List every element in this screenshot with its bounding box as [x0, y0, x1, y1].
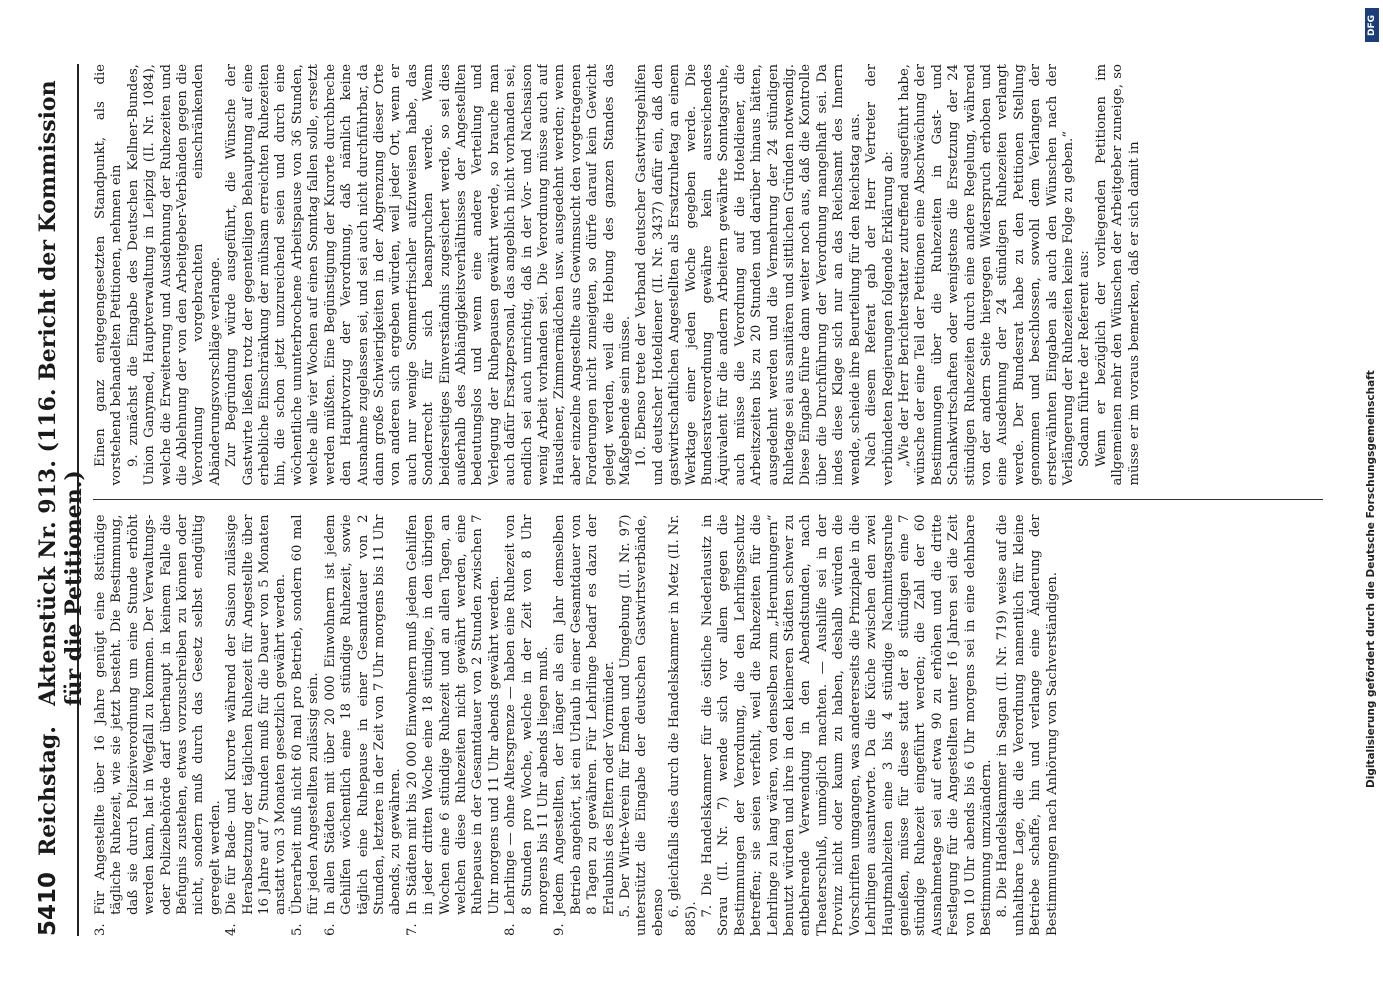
dfg-logo: DFG: [1365, 8, 1379, 42]
document-title: Aktenstück Nr. 913. (116. Bericht der Kommission für die Petitionen.): [35, 80, 87, 706]
list-item: 5. Überarbeit muß nicht 60 mal pro Betrieb, sondern 60 mal für jeden Angestellten zulässig sein.: [289, 514, 322, 936]
left-column: [93, 500, 1323, 937]
paragraph: 6. gleichfalls dies durch die Handelskammer in Metz (II. Nr. 885).: [667, 514, 699, 936]
digitization-note: [1365, 8, 1379, 992]
paragraph: 8. Die Handelskammer in Sagan (II. Nr. 719) weise auf die unhaltbare Lage, die die Verordnung namentlich für kleine Betriebe schaffe, hin und verlange eine Änderung der Bestimmungen nach Anhörung von Sachverständigen.: [995, 514, 1060, 936]
paragraph: 7. Die Handelskammer für die östliche Niederlausitz in Sorau (II. Nr. 7) wende sich vor allem gegen die Bestimmungen der Verordnung, die den Lehrlingsschutz betreffen; sie seien verfehlt, weil die Ruhezeiten für die Lehrlinge zu lang wären, von denselben zum „Herumlungern“ benutzt würden und ihre in den kleineren Städten schwer zu entbehrende Verwendung in den Abendstunden, nach Theaterschluß, unmöglich machten. — Aushilfe sei in der Provinz nicht oder kaum zu haben, deshalb würden die Vorschriften umgangen, was andererseits die Prinzipale in die Lehrlingen ausantworte. Da die Küche zwischen den zwei Hauptmahlzeiten eine 3 bis 4 stündige Nachmittagsruhe genießen, müsse für diese statt der 8 stündigen eine 7 stündige Ruhezeit eingeführt werden; die Zahl der 60 Ausnahmetage sei auf etwa 90 zu erhöhen und die dritte Festlegung für die Angestellten unter 16 Jahren sei die Zeit von 10 Uhr abends bis 6 Uhr morgens sei in eine dehnbare Bestimmung umzuändern.: [700, 514, 994, 936]
list-item: 9. Jedem Angestellten, der länger als ein Jahr demselben Betrieb angehört, ist ein Urlaub in einer Gesamtdauer von 8 Tagen zu gewähren. Für Lehrlinge bedarf es dazu der Erlaubnis des Eltern oder Vormünder.: [552, 514, 617, 936]
quoted-statement: „Wie der Herr Berichterstatter zutreffend ausgeführt habe, wünsche der eine Teil der Petitionen eine Abschwächung der Bestimmungen über die Ruhezeiten in Gast- und Schankwirtschaften oder wenigstens die Ersetzung der 24 stündigen Ruhezeiten durch eine andere Regelung, während von der andern Seite hiergegen Widerspruch erhoben und eine Ausdehnung der 24 stündigen Ruhezeiten verlangt werde. Der Bundesrat habe zu den Petitionen Stellung genommen und beschlossen, sowohl dem Verlangen der erstervähnten Eingaben als auch den Wünschen nach der Verlängerung der Ruhezeiten keine Folge zu geben.“: [896, 64, 1076, 486]
paragraph: Zur Begründung würde ausgeführt, die Wünsche der Gastwirte ließen trotz der gegenteiligen Behauptung auf eine erhebliche Einschränkung der mühsam erreichten Ruhezeiten hin, die schon jetzt unzureichend seien und durch eine wöchentliche ununterbrochene Arbeitspause von 36 Stunden, welche alle vier Wochen auf einen Sonntag fallen solle, ersetzt werden müßten. Eine Begünstigung der Kurorte durchbreche den Hauptvorzug der Verordnung, daß nämlich keine Ausnahme zugelassen sei, und sei auch nicht durchführbar, da dann große Schwierigkeiten in der Abgrenzung dieser Orte von anderen sich ergeben würden, weil jeder Ort, wenn er auch nur wenige Sommerfrischler aufzuweisen habe, das Sonderrecht für sich beanspruchen werde. Wenn beiderseitiges Einverständnis zugesichert werde, so sei dies außerhalb des Abhängigkeitsverhältnisses der Angestellten bedeutungslos und wenn eine andere Verteilung und Verlegung der Ruhepausen gewährt werde, so brauche man auch dafür Ersatzpersonal, das angeblich nicht vorhanden sei, endlich sei auch unrichtig, daß in der Vor- und Nachsaison wenig Arbeit vorhanden sei. Die Verordnung müsse auch auf Hausdiener, Zimmermädchen usw. ausgedehnt werden; wenn aber einzelne Angestellte aus Gewinnsucht den vorgetragenen Forderungen nicht zuneigten, so dürfe darauf kein Gewicht gelegt werden, weil die Hebung des ganzen Standes das Maßgebende sein müsse.: [224, 64, 633, 486]
paragraph: Einen ganz entgegengesetzten Standpunkt, als die vorstehend behandelten Petitionen, nehmen ein: [93, 64, 125, 486]
list-item: 3. Für Angestellte über 16 Jahre genügt eine 8stündige tägliche Ruhezeit, wie sie jetzt besteht. Die Bestimmung, daß sie durch Polizeiverordnung um eine Stunde erhöht werden kann, hat in Wegfall zu kommen. Der Verwaltungs- oder Polizeibehörde darf überhaupt in keinem Falle die Befugnis zustehen, etwas vorzuschreiben zu können oder nicht, sondern muß durch das Gesetz selbst endgültig geregelt werden.: [93, 514, 223, 936]
right-column: [93, 64, 1323, 500]
rotated-document-page: [21, 30, 1361, 970]
list-item: 6. In allen Städten mit über 20 000 Einwohnern ist jedem Gehilfen wöchentlich eine 18 stündige Ruhezeit, sowie täglich eine Ruhepause in einer Gesamtdauer von 2 Stunden, letztere in der Zeit von 7 Uhr morgens bis 11 Uhr abends, zu gewähren.: [322, 514, 404, 936]
paragraph: 10. Ebenso trete der Verband deutscher Gastwirtsgehilfen und deutscher Hoteldiener (II. Nr. 3437) dafür ein, daß den gastwirtschaftlichen Angestellten als Ersatzruhetag an einem Werktage einer jeden Woche gegeben werde. Die Bundesratsverordnung gewähre kein ausreichendes Äquivalent für die andern Arbeitern gewährte Sonntagsruhe, auch müsse die Verordnung auf die Hoteldiener, die Arbeitszeiten bis zu 20 Stunden und darüber hinaus hätten, ausgedehnt werden und die Vermehrung der 24 stündigen Ruhetage sei aus sanitären und sittlichen Gründen notwendig. Diese Eingabe führe dann weiter noch aus, daß die Kontrolle über die Durchführung der Verordnung mangelhaft sei. Da indes diese Klage sich nur an das Reichsamt des Innern wende, scheide ihre Beurteilung für den Reichstag aus.: [634, 64, 863, 486]
text-columns: [93, 64, 1323, 936]
paragraph: Wenn er bezüglich der vorliegenden Petitionen im allgemeinen mehr den Wünschen der Arbeitgeber zuneige, so müsse er im voraus bemerken, daß er sich damit in: [1093, 64, 1142, 486]
paragraph: Nach diesem Referat gab der Herr Vertreter der verbündeten Regierungen folgende Erklärung ab:: [864, 64, 896, 486]
list-item: 8. Lehrlinge — ohne Altersgrenze — haben eine Ruhezeit von 8 Stunden pro Woche, welche in der Zeit von 8 Uhr morgens bis 11 Uhr abends liegen muß.: [503, 514, 551, 936]
parliament-label: Reichstag.: [35, 726, 61, 856]
funding-credit: Digitalisierung gefördert durch die Deutsche Forschungsgemeinschaft: [1365, 370, 1377, 788]
paragraph: 9. zunächst die Eingabe des Deutschen Kellner-Bundes, Union Ganymed, Hauptverwaltung in Leipzig (II. Nr. 1084), welche die Erweiterung und Ausdehnung der Ruhezeiten und die Ablehnung der von den Arbeitgeber-Verbänden gegen die Verordnung vorgebrachten einschränkenden Abänderungsvorschläge verlange.: [125, 64, 223, 486]
list-item: 7. In Städten mit bis 20 000 Einwohnern muß jedem Gehilfen in jeder dritten Woche eine 18 stündige, in den übrigen Wochen eine 6 stündige Ruhezeit und an allen Tagen, an welchen diese Ruhezeiten nicht gewährt werden, eine Ruhepause in der Gesamtdauer von 2 Stunden zwischen 7 Uhr morgens und 11 Uhr abends gewährt werden.: [404, 514, 502, 936]
page-header: [35, 64, 87, 936]
paragraph: 5. Der Wirte-Verein für Emden und Umgebung (II. Nr. 97) unterstützt die Eingabe der deutschen Gastwirtsverbände, ebenso: [618, 514, 666, 936]
paragraph: Sodann führte der Referent aus:: [1077, 250, 1093, 468]
page-number: 5410: [35, 871, 61, 936]
list-item: 4. Die für Bade- und Kurorte während der Saison zulässige Herabsetzung der täglichen Ruhezeit für Angestellte über 16 Jahre auf 7 Stunden muß für die Dauer von 5 Monaten anstatt von 3 Monaten gesetzlich gewährt werden.: [224, 514, 289, 936]
